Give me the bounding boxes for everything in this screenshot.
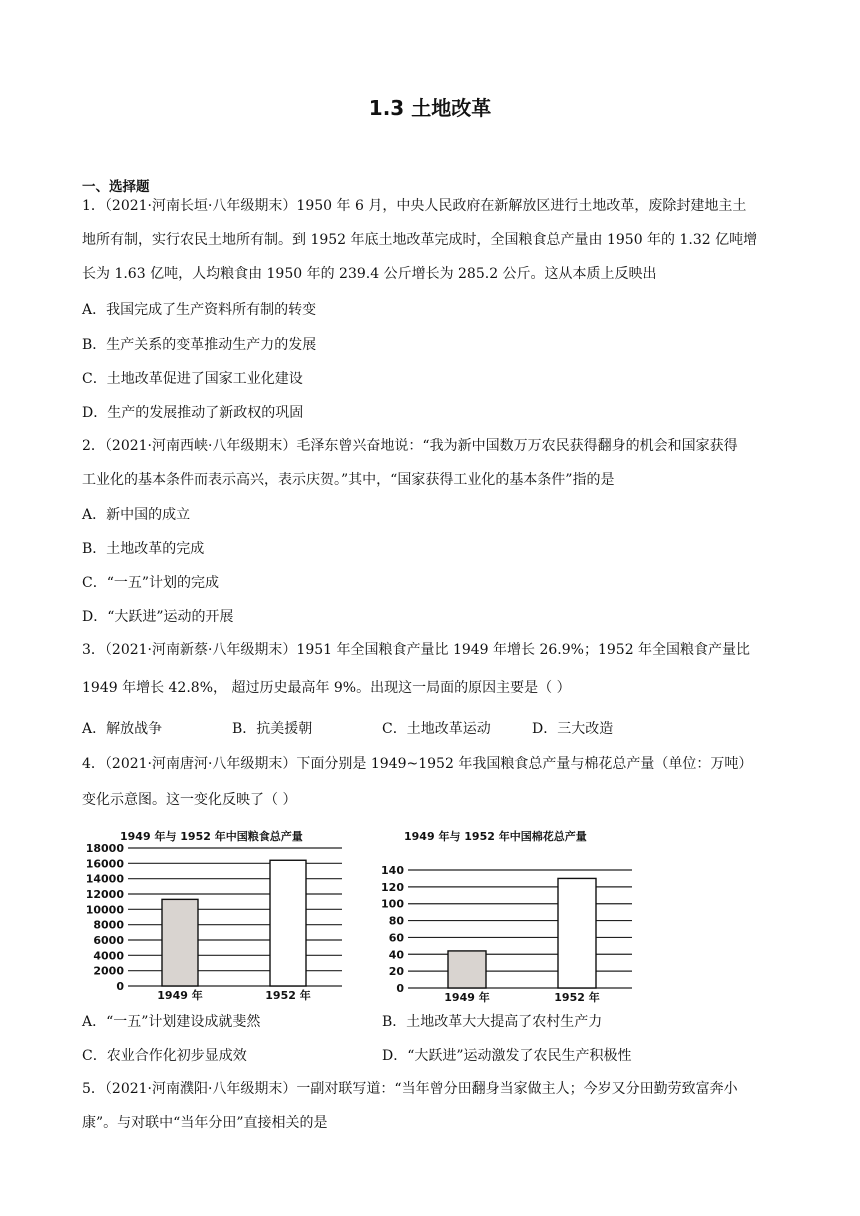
chart-1-bar-0: [448, 951, 486, 988]
question-1-option-b[interactable]: B．生产关系的变革推动生产力的发展: [82, 337, 317, 353]
question-3-option-b[interactable]: B．抗美援朝: [232, 721, 313, 737]
question-4-line-2: 变化示意图。这一变化反映了（ ）: [82, 792, 297, 808]
chart-0-bar-0: [162, 899, 198, 986]
question-5-line-1: 5．（2021·河南濮阳·八年级期末）一副对联写道：“当年曾分田翻身当家做主人；今岁又分田勤劳致富奔小: [82, 1081, 738, 1097]
grain-output-chart-svg: [80, 826, 350, 1004]
chart-0-ytick-label: 4000: [93, 949, 124, 963]
cotton-output-chart-svg: [370, 826, 638, 1004]
question-2-option-a[interactable]: A．新中国的成立: [82, 507, 191, 523]
chart-0-ytick-label: 12000: [85, 888, 124, 901]
question-4-option-b[interactable]: B．土地改革大大提高了农村生产力: [382, 1014, 603, 1030]
question-1-line-1: 1．（2021·河南长垣·八年级期末）1950 年 6 月，中央人民政府在新解放区进行土地改革，废除封建地主土: [82, 198, 747, 214]
section-heading: 一、选择题: [82, 179, 150, 195]
page-title: 1.3 土地改革: [368, 96, 492, 120]
chart-1-title: 1949 年与 1952 年中国棉花总产量: [404, 830, 587, 843]
chart-1-ytick-label: 120: [381, 880, 404, 894]
cotton-output-chart: [370, 826, 638, 1004]
chart-0-category-label: 1949 年: [157, 989, 203, 1002]
question-2-option-d[interactable]: D．“大跃进”运动的开展: [82, 609, 234, 625]
chart-1-category-label: 1952 年: [554, 991, 600, 1004]
question-3-option-d[interactable]: D．三大改造: [532, 721, 614, 737]
chart-1-category-label: 1949 年: [444, 991, 490, 1004]
question-3-line-2: 1949 年增长 42.8%， 超过历史最高年 9%。出现这一局面的原因主要是（ ）: [82, 680, 571, 696]
question-4-option-a[interactable]: A．“一五”计划建设成就斐然: [82, 1014, 261, 1030]
chart-0-ytick-label: 18000: [85, 842, 124, 855]
question-2-option-b[interactable]: B．土地改革的完成: [82, 541, 205, 557]
question-3-line-1: 3．（2021·河南新蔡·八年级期末）1951 年全国粮食产量比 1949 年增长 26.9%；1952 年全国粮食产量比: [82, 642, 751, 658]
question-2-option-c[interactable]: C．“一五”计划的完成: [82, 575, 220, 591]
chart-0-ytick-label: 10000: [85, 903, 124, 917]
question-4-line-1: 4．（2021·河南唐河·八年级期末）下面分别是 1949~1952 年我国粮食总产量与棉花总产量（单位：万吨）: [82, 756, 753, 772]
chart-0-bar-1: [270, 860, 306, 986]
chart-0-title: 1949 年与 1952 年中国粮食总产量: [120, 830, 303, 843]
question-2-line-1: 2．（2021·河南西峡·八年级期末）毛泽东曾兴奋地说：“我为新中国数万万农民获得翻身的机会和国家获得: [82, 438, 738, 454]
chart-1-ytick-label: 60: [388, 931, 404, 945]
chart-0-ytick-label: 16000: [85, 857, 124, 871]
chart-0-ytick-label: 0: [116, 980, 124, 993]
chart-1-ytick-label: 40: [388, 948, 404, 962]
chart-1-ytick-label: 140: [381, 864, 404, 877]
question-1-line-2: 地所有制，实行农民土地所有制。到 1952 年底土地改革完成时，全国粮食总产量由 1950 年的 1.32 亿吨增: [82, 232, 758, 248]
grain-output-chart: [80, 826, 350, 1004]
question-1-option-a[interactable]: A．我国完成了生产资料所有制的转变: [82, 302, 317, 318]
chart-0-ytick-label: 6000: [93, 934, 124, 947]
question-1-option-c[interactable]: C．土地改革促进了国家工业化建设: [82, 371, 303, 387]
chart-1-ytick-label: 0: [396, 982, 404, 995]
chart-0-ytick-label: 14000: [85, 872, 124, 886]
question-2-line-2: 工业化的基本条件而表示高兴，表示庆贺。”其中，“国家获得工业化的基本条件”指的是: [82, 472, 615, 488]
chart-0-ytick-label: 8000: [93, 918, 124, 932]
question-4-option-d[interactable]: D．“大跃进”运动激发了农民生产积极性: [382, 1048, 632, 1064]
question-3-option-c[interactable]: C．土地改革运动: [382, 721, 491, 737]
question-5-line-2: 康”。与对联中“当年分田”直接相关的是: [82, 1115, 328, 1131]
question-1-line-3: 长为 1.63 亿吨，人均粮食由 1950 年的 239.4 公斤增长为 285.2 公斤。这从本质上反映出: [82, 266, 657, 282]
chart-1-ytick-label: 80: [388, 914, 404, 928]
chart-0-category-label: 1952 年: [265, 989, 311, 1002]
chart-1-ytick-label: 100: [381, 897, 404, 911]
question-4-option-c[interactable]: C．农业合作化初步显成效: [82, 1048, 247, 1064]
chart-1-bar-1: [558, 878, 596, 988]
chart-0-ytick-label: 2000: [93, 964, 124, 978]
question-1-option-d[interactable]: D．生产的发展推动了新政权的巩固: [82, 405, 304, 421]
question-3-option-a[interactable]: A．解放战争: [82, 721, 163, 737]
chart-1-ytick-label: 20: [388, 965, 404, 979]
